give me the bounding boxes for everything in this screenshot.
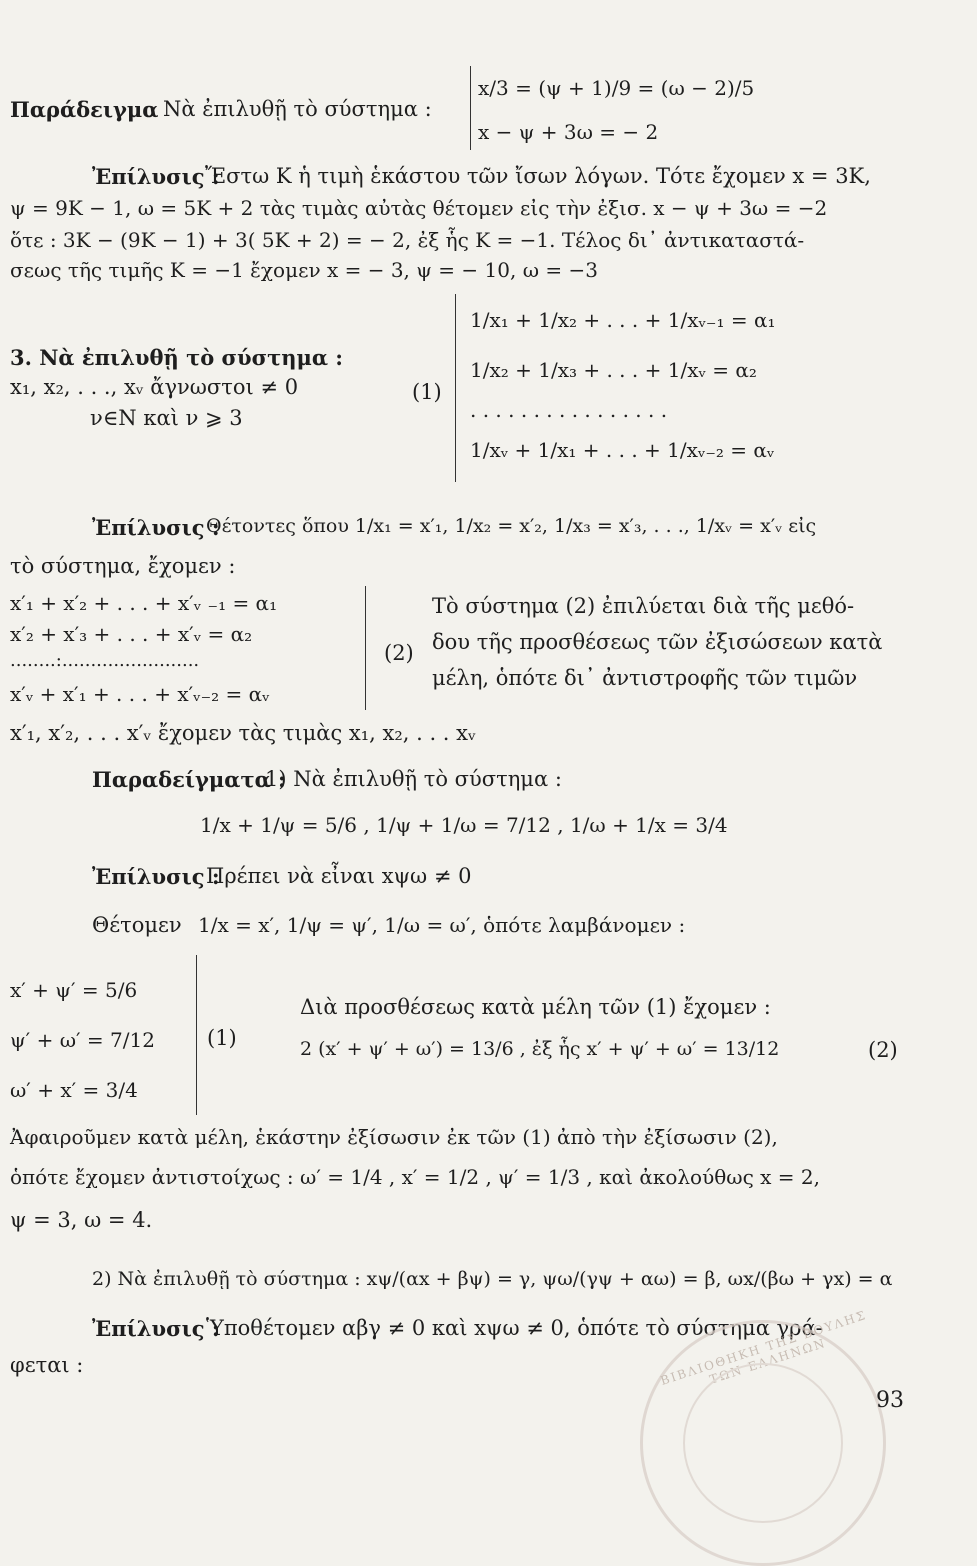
system-brace [365, 586, 366, 710]
solution-line: Πρέπει νὰ εἶναι xψω ≠ 0 [206, 864, 472, 888]
equation-number: (1) [207, 1026, 237, 1050]
explanation-line: δου τῆς προσθέσεως τῶν ἐξισώσεων κατὰ [432, 630, 883, 654]
problem-condition: ν∈N καὶ ν ⩾ 3 [90, 406, 243, 430]
system2-row: 1/xᵥ + 1/x₁ + . . . + 1/xᵥ₋₂ = αᵥ [470, 438, 775, 462]
explanation-line: μέλη, ὁπότε δι᾽ ἀντιστροφῆς τῶν τιμῶν [432, 666, 858, 690]
library-seal [640, 1307, 886, 1566]
page-number: 93 [876, 1388, 904, 1413]
solution-line: Ἔστω Κ ἡ τιμὴ ἑκάστου τῶν ἴσων λόγων. Τότε ἔχομεν x = 3K, [205, 164, 871, 188]
solution-line: Θέτοντες ὅπου 1/x₁ = x′₁, 1/x₂ = x′₂, 1/x₃ = x′₃, . . ., 1/xᵥ = x′ᵥ εἰς [206, 515, 817, 537]
explanation-line: x′₁, x′₂, . . . x′ᵥ ἔχομεν τὰς τιμὰς x₁, x₂, . . . xᵥ [10, 721, 476, 745]
system4-row: ω′ + x′ = 3/4 [10, 1078, 138, 1102]
equation-number: (2) [868, 1038, 898, 1062]
system1-eq2: x − ψ + 3ω = − 2 [478, 120, 659, 144]
example-prompt: Νὰ ἐπιλυθῇ τὸ σύστημα : [163, 97, 432, 121]
system-brace [455, 294, 456, 482]
explanation-line: Διὰ προσθέσεως κατὰ μέλη τῶν (1) ἔχομεν : [300, 995, 771, 1019]
text-line: Ἀφαιροῦμεν κατὰ μέλη, ἑκάστην ἐξίσωσιν ἐκ τῶν (1) ἀπὸ τὴν ἐξίσωσιν (2), [10, 1125, 778, 1149]
solution-line: 1/x = x′, 1/ψ = ψ′, 1/ω = ω′, ὁπότε λαμβάνομεν : [198, 913, 686, 937]
system4-row: x′ + ψ′ = 5/6 [10, 978, 138, 1002]
system1-eq1: x/3 = (ψ + 1)/9 = (ω − 2)/5 [478, 76, 755, 100]
system-brace [196, 955, 197, 1115]
example-label: Παράδειγμα [10, 97, 159, 122]
explanation-line: 2 (x′ + ψ′ + ω′) = 13/6 , ἐξ ἧς x′ + ψ′ + ω′ = 13/12 [300, 1038, 780, 1060]
solution-label: Ἐπίλυσις : [92, 164, 220, 189]
seal-inner-ring [683, 1363, 843, 1523]
text-line: ὁπότε ἔχομεν ἀντιστοίχως : ω′ = 1/4 , x′ = 1/2 , ψ′ = 1/3 , καὶ ἀκολούθως x = 2, [10, 1165, 820, 1189]
equation-number: (2) [384, 641, 414, 665]
solution-line: ὅτε : 3K − (9K − 1) + 3( 5K + 2) = − 2, ἐξ ἧς K = −1. Τέλος δι᾽ ἀντικαταστά- [10, 228, 805, 252]
seal-text: ΒΙΒΛΙΟΘΗΚΗ ΤΗΣ ΒΟΥΛΗΣ ΤΩΝ ΕΛΛΗΝΩΝ [658, 1307, 869, 1388]
system-brace [470, 66, 471, 150]
system2-row: 1/x₁ + 1/x₂ + . . . + 1/xᵥ₋₁ = α₁ [470, 308, 776, 332]
explanation-line: Τὸ σύστημα (2) ἐπιλύεται διὰ τῆς μεθό- [432, 594, 855, 618]
solution-line: σεως τῆς τιμῆς K = −1 ἔχομεν x = − 3, ψ = − 10, ω = −3 [10, 258, 598, 282]
system3-dots: ........:........................ [10, 650, 200, 671]
system3-row: x′₂ + x′₃ + . . . + x′ᵥ = α₂ [10, 622, 253, 646]
solution-line: Ὑποθέτομεν αβγ ≠ 0 καὶ xψω ≠ 0, ὁπότε τὸ σύστημα γρά- [206, 1316, 823, 1340]
solution-label: Ἐπίλυσις : [92, 515, 220, 540]
solution-line: φεται : [10, 1353, 84, 1377]
solution-line: Θέτομεν [92, 913, 182, 937]
system3-row: x′₁ + x′₂ + . . . + x′ᵥ ₋₁ = α₁ [10, 591, 278, 615]
examples-label: Παραδείγματα : [92, 767, 286, 792]
text-line: ψ = 3, ω = 4. [10, 1208, 153, 1232]
system2-row: 1/x₂ + 1/x₃ + . . . + 1/xᵥ = α₂ [470, 358, 757, 382]
problem-variables: x₁, x₂, . . ., xᵥ ἄγνωστοι ≠ 0 [10, 375, 299, 399]
problem-label: 3. Νὰ ἐπιλυθῇ τὸ σύστημα : [10, 345, 344, 370]
system4-row: ψ′ + ω′ = 7/12 [10, 1028, 155, 1052]
solution-line: τὸ σύστημα, ἔχομεν : [10, 554, 236, 578]
equation-number: (1) [412, 380, 442, 404]
solution-label: Ἐπίλυσις : [92, 1316, 220, 1341]
solution-line: ψ = 9K − 1, ω = 5K + 2 τὰς τιμὰς αὐτὰς θέτομεν εἰς τὴν ἐξισ. x − ψ + 3ω = −2 [10, 196, 828, 220]
example-prompt: 2) Νὰ ἐπιλυθῇ τὸ σύστημα : xψ/(αx + βψ) = γ, ψω/(γψ + αω) = β, ωx/(βω + γx) = α [92, 1268, 893, 1290]
example-prompt: 1) Νὰ ἐπιλυθῇ τὸ σύστημα : [265, 767, 562, 791]
solution-label: Ἐπίλυσις : [92, 864, 220, 889]
system3-row: x′ᵥ + x′₁ + . . . + x′ᵥ₋₂ = αᵥ [10, 682, 270, 706]
example1-system: 1/x + 1/ψ = 5/6 , 1/ψ + 1/ω = 7/12 , 1/ω + 1/x = 3/4 [200, 813, 728, 837]
system2-dots: . . . . . . . . . . . . . . . . [470, 398, 668, 422]
